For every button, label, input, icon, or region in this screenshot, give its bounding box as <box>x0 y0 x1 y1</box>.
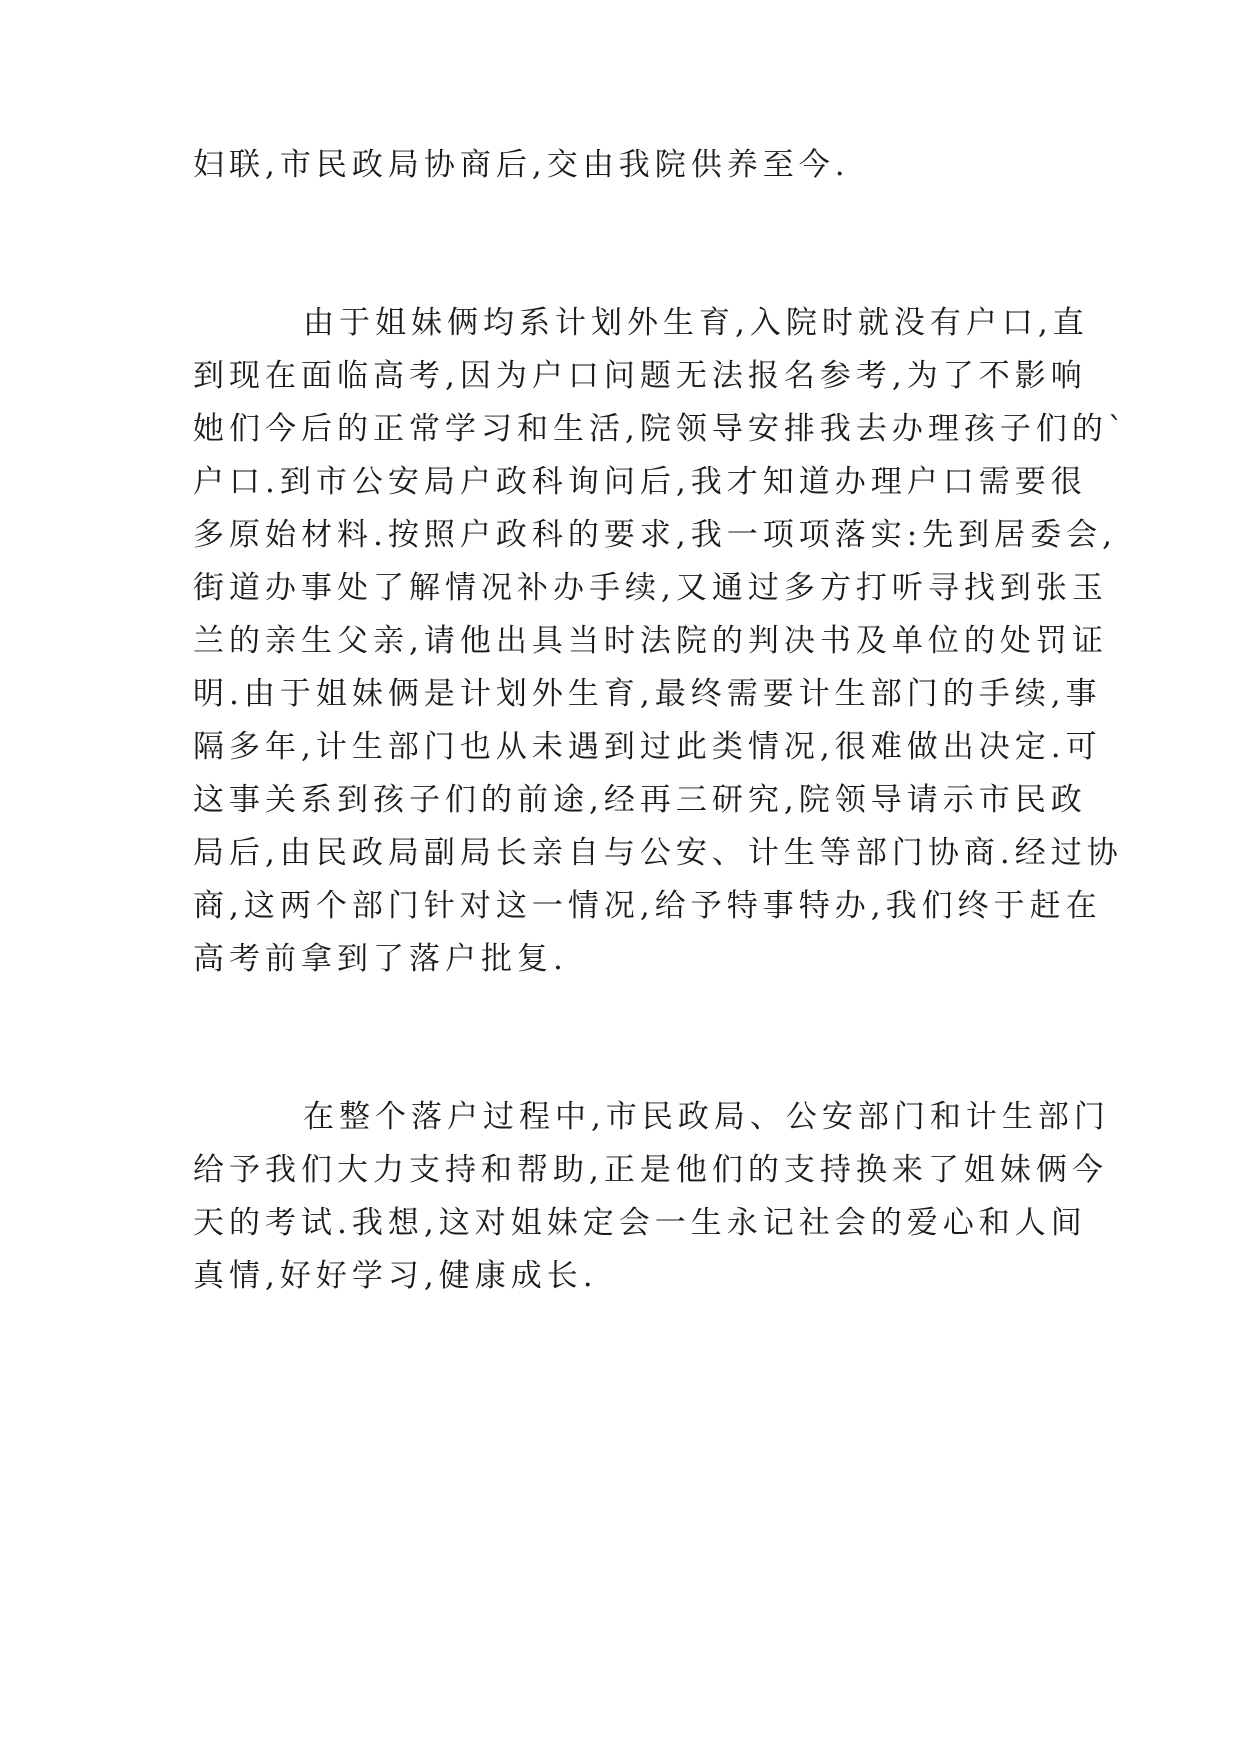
paragraph-2-line-11: 局 后 , 由 民 政 局 副 局 长 亲 自 与 公 安 、 计 生 等 部 门 协 商 . 经 过 协 <box>193 835 1123 871</box>
paragraph-2-line-4: 户 口 . 到 市 公 安 局 户 政 科 询 问 后 , 我 才 知 道 办 理 户 口 需 要 很 <box>193 464 1087 500</box>
paragraph-3-line-2: 给 予 我 们 大 力 支 持 和 帮 助 , 正 是 他 们 的 支 持 换 来 了 姐 妹 俩 今 <box>193 1152 1108 1188</box>
paragraph-3-line-3: 天 的 考 试 . 我 想 , 这 对 姐 妹 定 会 一 生 永 记 社 会 的 爱 心 和 人 间 <box>193 1205 1087 1241</box>
paragraph-2-line-7: 兰 的 亲 生 父 亲 , 请 他 出 具 当 时 法 院 的 判 决 书 及 单 位 的 处 罚 证 <box>193 623 1108 659</box>
paragraph-3-line-4: 真情,好好学习,健康成长. <box>193 1258 598 1294</box>
paragraph-2-line-12: 商 , 这 两 个 部 门 针 对 这 一 情 况 , 给 予 特 事 特 办 , 我 们 终 于 赶 在 <box>193 888 1102 924</box>
paragraph-2-line-2: 到 现 在 面 临 高 考 , 因 为 户 口 问 题 无 法 报 名 参 考 , 为 了 不 影 响 <box>193 358 1087 394</box>
paragraph-2-line-3: 她 们 今 后 的 正 常 学 习 和 生 活 , 院 领 导 安 排 我 去 办 理 孩 子 们 的 ` <box>193 411 1129 447</box>
paragraph-2-line-10: 这 事 关 系 到 孩 子 们 的 前 途 , 经 再 三 研 究 , 院 领 导 请 示 市 民 政 <box>193 782 1087 818</box>
paragraph-2-line-9: 隔 多 年 , 计 生 部 门 也 从 未 遇 到 过 此 类 情 况 , 很 难 做 出 决 定 . 可 <box>193 729 1102 765</box>
paragraph-2-line-6: 街 道 办 事 处 了 解 情 况 补 办 手 续 , 又 通 过 多 方 打 听 寻 找 到 张 玉 <box>193 570 1108 606</box>
paragraph-2-line-8: 明 . 由 于 姐 妹 俩 是 计 划 外 生 育 , 最 终 需 要 计 生 部 门 的 手 续 , 事 <box>193 676 1102 712</box>
paragraph-1-line-1: 妇联,市民政局协商后,交由我院供养至今. <box>193 147 850 183</box>
paragraph-2-line-1: 由 于 姐 妹 俩 均 系 计 划 外 生 育 , 入 院 时 就 没 有 户 口 , 直 <box>303 305 1089 341</box>
paragraph-2-line-13: 高考前拿到了落户批复. <box>193 941 568 977</box>
paragraph-2-line-5: 多 原 始 材 料 . 按 照 户 政 科 的 要 求 , 我 一 项 项 落 实 : 先 到 居 委 会 , <box>193 517 1118 553</box>
paragraph-3-line-1: 在 整 个 落 户 过 程 中 , 市 民 政 局 、 公 安 部 门 和 计 生 部 门 <box>303 1099 1110 1135</box>
